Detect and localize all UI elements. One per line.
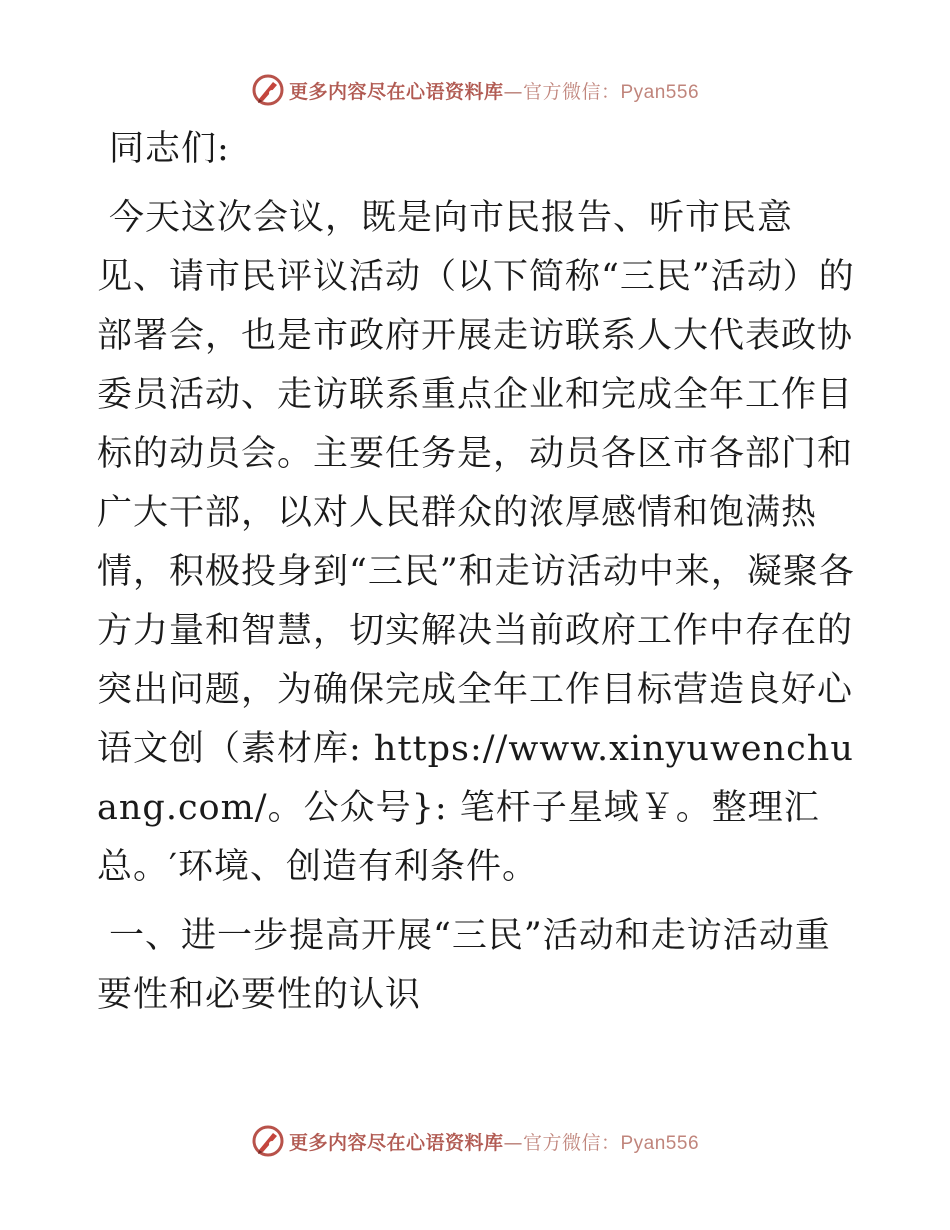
- pen-logo-icon: [251, 73, 285, 107]
- watermark-text: [289, 1128, 699, 1155]
- document-body: [97, 120, 857, 1025]
- watermark-main: 更多内容尽在心语资料库: [288, 1131, 504, 1154]
- section-heading: 一、进一步提高开展“三民”活动和走访活动重要性和必要性的认识: [97, 916, 831, 1015]
- paragraph: 今天这次会议，既是向市民报告、听市民意见、请市民评议活动（以下简称“三民”活动）的部署会，也是市政府开展走访联系人大代表政协委员活动、走访联系重点企业和完成全年工作目标的动员会。主要任务是，动员各区市各部门和广大干部，以对人民群众的浓厚感情和饱满热情，积极投身到“三民”和走访活动中来，凝聚各方力量和智慧，切实解决当前政府工作中存在的突出问题，为确保完成全年工作目标营造良好心语文创（素材库: https://www.xinyuwenchuang.com/。公众号}: 笔杆子星域￥。整理汇总。′环境、创造有利条件。: [97, 198, 855, 887]
- footer-watermark: [0, 1121, 950, 1161]
- watermark-sub: 官方微信：: [522, 1131, 621, 1154]
- watermark-wechat-id: Pyan556: [620, 1132, 700, 1154]
- header-watermark: [0, 70, 950, 110]
- watermark-main: 更多内容尽在心语资料库: [288, 80, 504, 103]
- pen-logo-icon: [251, 1124, 285, 1158]
- watermark-text: [289, 77, 699, 104]
- watermark-sub: 官方微信：: [522, 80, 621, 103]
- watermark-separator: —: [503, 80, 523, 103]
- watermark-separator: —: [503, 1131, 523, 1154]
- watermark-wechat-id: Pyan556: [620, 81, 700, 103]
- greeting: 同志们:: [109, 129, 230, 169]
